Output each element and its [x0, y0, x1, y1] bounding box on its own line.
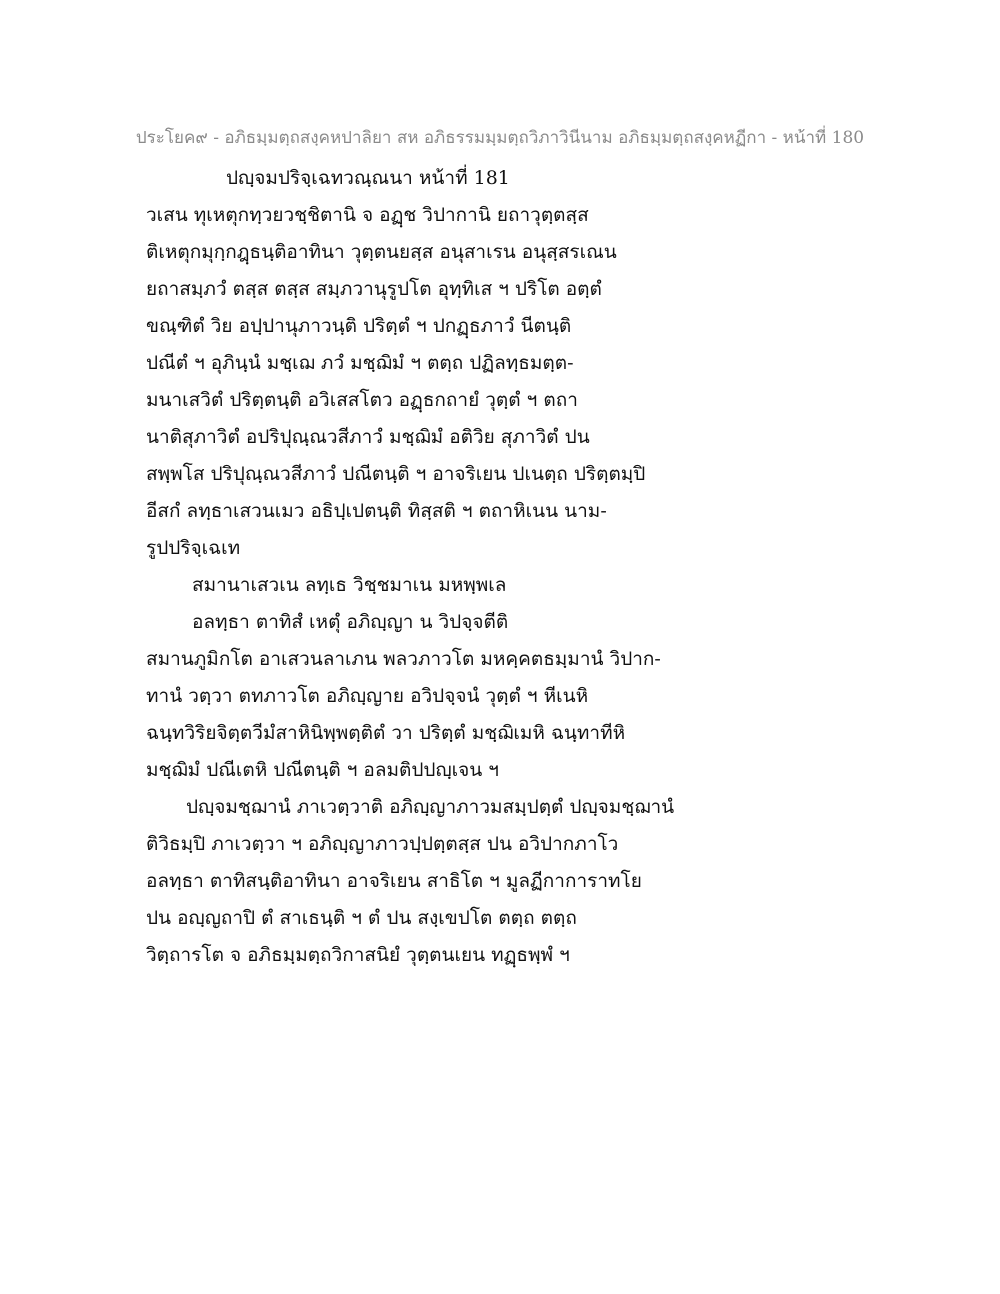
text-line: ทานํ วตฺวา ตทภาวโต อภิญฺญาย อวิปจฺจนํ วุตฺตํ ฯ หีเนหิ — [146, 685, 589, 707]
text-line: ฉนฺทวิริยจิตฺตวีมํสาหินิพฺพตฺติตํ วา ปริตฺตํ มชฺฌิเมหิ ฉนฺทาทีหิ — [146, 722, 626, 744]
text-line: นาติสุภาวิตํ อปริปุณฺณวสีภาวํ มชฺฌิมํ อติวิย สุภาวิตํ ปน — [146, 426, 590, 448]
page-body — [146, 160, 706, 974]
section-subtitle: ปญฺจมปริจฺเฉทวณฺณนา หน้าที่ 181 — [226, 167, 510, 189]
text-line: ติเหตุกมุกฺกฎฺธนฺติอาทินา วุตฺตนยสฺส อนุสาเรน อนุสฺสรเณน — [146, 241, 617, 263]
text-line: อีสกํ ลทฺธาเสวนเมว อธิปฺเปตนฺติ ทิสฺสติ ฯ ตถาหิเนน นาม- — [146, 500, 607, 522]
text-line: วิตฺถารโต จ อภิธมฺมตฺถวิกาสนิยํ วุตฺตนเยน ทฏฺธพฺพํ ฯ — [146, 944, 570, 966]
text-line: สมานภูมิกโต อาเสวนลาเภน พลวภาวโต มหคฺคตธมฺมานํ วิปาก- — [146, 648, 661, 670]
text-line: ปน อญฺญถาปิ ตํ สาเธนฺติ ฯ ตํ ปน สงฺเขปโต ตตฺถ ตตฺถ — [146, 907, 577, 929]
text-line: มชฺฌิมํ ปณีเตหิ ปณีตนฺติ ฯ อลมติปปญฺเจน ฯ — [146, 759, 499, 781]
text-line: มนาเสวิตํ ปริตฺตนฺติ อวิเสสโตว อฏฺธกถายํ วุตฺตํ ฯ ตถา — [146, 389, 578, 411]
text-line: ยถาสมฺภวํ ตสฺส ตสฺส สมฺภวานุรูปโต อุทฺทิเส ฯ ปริโต อตฺตํ — [146, 278, 602, 300]
text-line: ขณฺฑิตํ วิย อปฺปานุภาวนฺติ ปริตฺตํ ฯ ปกฏฺธภาวํ นีตนฺติ — [146, 315, 572, 337]
text-line: ปณีตํ ฯ อุภินฺนํ มชฺเฌ ภวํ มชฺฌิมํ ฯ ตตฺถ ปฏิลทฺธมตฺต- — [146, 352, 574, 374]
text-line: รูปปริจฺเฉเท — [146, 537, 241, 559]
text-line: วเสน ทุเหตุกทฺวยวชฺชิตานิ จ อฏฺช วิปากานิ ยถาวุตฺตสฺส — [146, 204, 589, 226]
text-line: ติวิธมฺปิ ภาเวตฺวา ฯ อภิญฺญาภาวปฺปตฺตสฺส ปน อวิปากภาโว — [146, 833, 619, 855]
paragraph-first-line: ปญฺจมชฺฌานํ ภาเวตฺวาติ อภิญฺญาภาวมสมฺปตฺตํ ปญฺจมชฺฌานํ — [186, 796, 675, 818]
verse-line: อลทฺธา ตาทิสํ เหตุํ อภิญฺญา น วิปจฺจตีติ — [192, 611, 509, 633]
text-line: สพฺพโส ปริปุณฺณวสีภาวํ ปณีตนฺติ ฯ อาจริเยน ปเนตฺถ ปริตฺตมฺปิ — [146, 463, 646, 485]
text-line: อลทฺธา ตาทิสนฺติอาทินา อาจริเยน สาธิโต ฯ มูลฏีกาการาทโย — [146, 870, 642, 892]
page-header: ประโยค๙ - อภิธมฺมตฺถสงฺคหปาลิยา สห อภิธรรมมฺมตฺถวิภาวินีนาม อภิธมฺมตฺถสงฺคหฏีกา - หน้าที่ 180 — [135, 128, 865, 148]
verse-line: สมานาเสวเน ลทฺเธ วิชฺชมาเน มหพฺพเล — [192, 574, 507, 596]
